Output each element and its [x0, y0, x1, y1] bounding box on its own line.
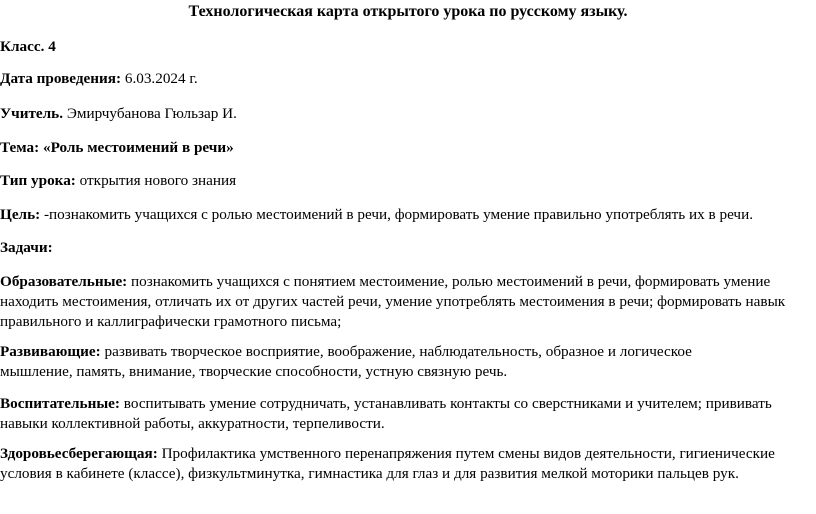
goal-value: -познакомить учащихся с ролью местоимений в речи, формировать умение правильно употреблять их в речи.	[40, 206, 753, 223]
health-row-2: условия в кабинете (классе), физкультминутка, гимнастика для глаз и для развития мелкой моторики пальцев рук.	[0, 465, 739, 482]
lesson-type-value: открытия нового знания	[75, 172, 237, 189]
developing-row-2: мышление, память, внимание, творческие способности, устную связную речь.	[0, 363, 508, 380]
date-value: 6.03.2024 г.	[121, 70, 198, 87]
educational-label: Образовательные:	[0, 273, 128, 290]
lesson-type-line	[0, 172, 816, 190]
goal-label: Цель:	[0, 206, 41, 223]
date-line	[0, 70, 816, 88]
health-text-1: Профилактика умственного перенапряжения путем смены видов деятельности, гигиенические	[157, 445, 775, 462]
educational-row-3: правильного и каллиграфически грамотного письма;	[0, 313, 342, 330]
upbringing-row-1	[0, 394, 816, 414]
educational-row-2: находить местоимения, отличать их от других частей речи, умение употреблять местоимения в речи; формировать навык	[0, 293, 786, 310]
tasks-heading	[0, 239, 816, 257]
teacher-value: Эмирчубанова Гюльзар И.	[63, 105, 237, 122]
lesson-type-label: Тип урока:	[0, 172, 76, 189]
upbringing-text-1: воспитывать умение сотрудничать, устанавливать контакты со сверстниками и учителем; прививать	[119, 395, 772, 412]
class-line	[0, 38, 816, 56]
document-title: Технологическая карта открытого урока по русскому языку.	[188, 3, 628, 20]
health-label: Здоровьесберегающая:	[0, 445, 158, 462]
educational-text-1: познакомить учащихся с понятием местоимение, ролью местоимений в речи, формировать умение	[127, 273, 771, 290]
upbringing-label: Воспитательные:	[0, 395, 120, 412]
educational-row-1	[0, 272, 816, 292]
educational-tasks	[0, 272, 816, 332]
topic-label: Тема: «Роль местоимений в речи»	[0, 139, 234, 156]
class-label: Класс. 4	[0, 38, 56, 55]
teacher-label: Учитель.	[0, 105, 64, 122]
tasks-heading-text: Задачи:	[0, 239, 53, 256]
teacher-line	[0, 105, 816, 123]
upbringing-row-2: навыки коллективной работы, аккуратности, терпеливости.	[0, 415, 385, 432]
topic-line	[0, 139, 816, 157]
goal-line	[0, 206, 816, 224]
developing-row-1	[0, 342, 816, 362]
developing-label: Развивающие:	[0, 343, 101, 360]
upbringing-tasks	[0, 394, 816, 434]
health-tasks	[0, 444, 816, 484]
health-row-1	[0, 444, 816, 464]
developing-tasks	[0, 342, 816, 382]
developing-text-1: развивать творческое восприятие, воображение, наблюдательность, образное и логическое	[100, 343, 692, 360]
date-label: Дата проведения:	[0, 70, 122, 87]
